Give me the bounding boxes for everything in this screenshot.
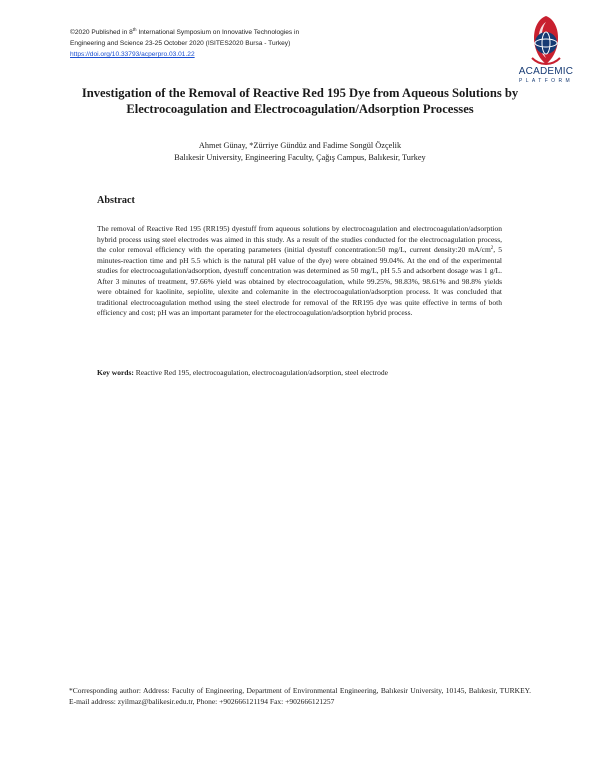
- author-names: Ahmet Günay, *Zürriye Gündüz and Fadime Songül Özçelik: [198, 141, 402, 150]
- header-line-1: ©2020 Published in 8th International Symposium on Innovative Technologies in: [70, 27, 300, 36]
- header-line-2: Engineering and Science 23-25 October 2020 (ISITES2020 Bursa - Turkey): [70, 40, 291, 47]
- paper-title: Investigation of the Removal of Reactive Red 195 Dye from Aqueous Solutions by Electrocoagulation and Electrocoagulation/Adsorption Processes: [81, 86, 519, 116]
- keywords-label: Key words:: [97, 368, 134, 377]
- keywords-text: Reactive Red 195, electrocoagulation, electrocoagulation/adsorption, steel electrode: [133, 368, 388, 377]
- logo-word-academic: ACADEMIC: [518, 66, 574, 77]
- keywords: [97, 368, 507, 378]
- publication-header: [70, 27, 390, 60]
- abstract-text: The removal of Reactive Red 195 (RR195) dyestuff from aqueous solutions by electrocoagulation and electrocoagulation/adsorption hybrid process using steel electrodes was aimed in this study. As a result of the studies conducted for the electrocoagulation process, the color removal efficiency with the operating parameters (initial dyestuff concentration:50 mg/L, current density:20 $mA/cm^2$, 5 minutes-reaction time and pH 5.5 which is the natural pH value of the dye) were obtained 99.04%. At the end of the experimental studies for electrocoagulation/adsorption, dyestuff concentration was determined as 50 mg/L, pH 5.5 and adsorbent dosage was 1 g/L. After 3 minutes of treatment, 97.66% yield was obtained by electrocoagulation, while 99.25%, 98.83%, 98.61% and 98.8% yields were obtained for kaolinite, sepiolite, ulexite and colemanite in the electrocoagulation/adsorption process. It was concluded that traditional electrocoagulation method using the steel electrode for removal of the RR195 dye was quite effective in terms of both efficiency and cost; pH was an important parameter for the electrocoagulation/adsorption hybrid process.: [97, 224, 502, 318]
- author-block: [90, 140, 510, 163]
- logo-word-platform: PLATFORM: [518, 78, 574, 84]
- globe-logo-icon: [506, 12, 586, 68]
- author-affiliation: Balıkesir University, Engineering Faculty, Çağış Campus, Balıkesir, Turkey: [174, 152, 426, 162]
- doi-link[interactable]: https://doi.org/10.33793/acperpro.03.01.22: [70, 51, 195, 58]
- academic-platform-logo: [506, 12, 586, 84]
- corresponding-author-footnote: *Corresponding author: Address: Faculty of Engineering, Department of Environmental Engineering, Balıkesir University, 10145, Balıkesir, TURKEY. E-mail address: zyilmaz@balikesir.edu.tr, Phone: +902666121194 Fax: +902666121257: [69, 686, 531, 707]
- abstract-heading: Abstract: [97, 195, 135, 206]
